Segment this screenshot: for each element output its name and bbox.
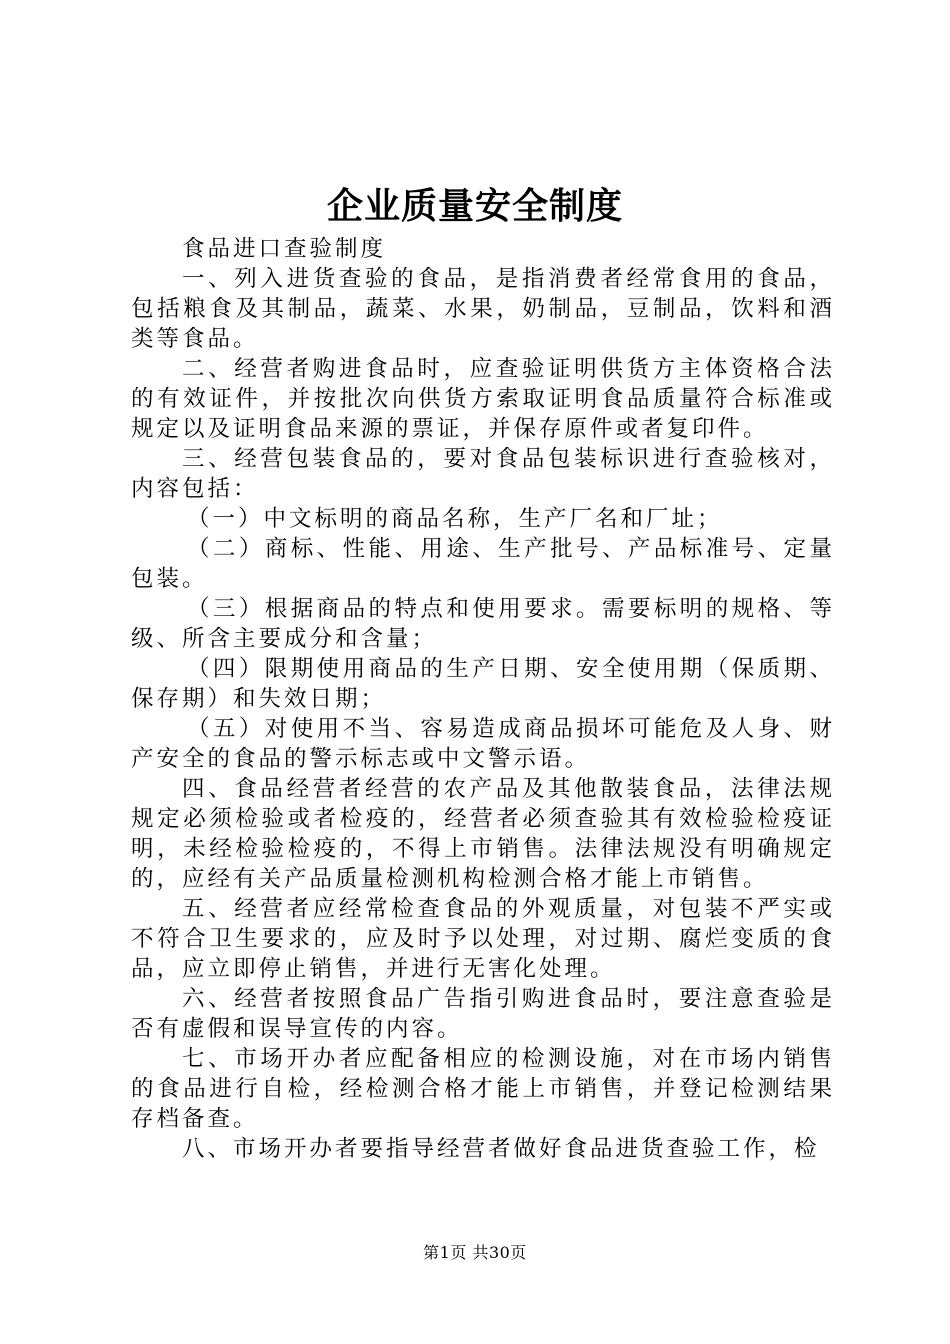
- page-footer: 第1页 共30页: [423, 1243, 527, 1262]
- paragraph-item-4: 四、食品经营者经营的农产品及其他散装食品，法律法规规定必须检验或者检疫的，经营者必须查验其有效检验检疫证明，未经检验检疫的，不得上市销售。法律法规没有明确规定的，应经有关产品质量检测机构检测合格才能上市销售。: [131, 776, 835, 892]
- paragraph-subitem-1: （一）中文标明的商品名称，生产厂名和厂址；: [187, 506, 723, 532]
- document-title: 企业质量安全制度: [326, 185, 623, 227]
- paragraph-item-6: 六、经营者按照食品广告指引购进食品时，要注意查验是否有虚假和误导宣传的内容。: [131, 986, 835, 1042]
- paragraph-heading: 食品进口查验制度: [182, 236, 387, 262]
- paragraph-subitem-5: （五）对使用不当、容易造成商品损坏可能危及人身、财产安全的食品的警示标志或中文警示语。: [131, 716, 835, 772]
- paragraph-item-5: 五、经营者应经常检查食品的外观质量，对包装不严实或不符合卫生要求的，应及时予以处理，对过期、腐烂变质的食品，应立即停止销售，并进行无害化处理。: [131, 896, 835, 982]
- paragraph-subitem-3: （三）根据商品的特点和使用要求。需要标明的规格、等级、所含主要成分和含量；: [131, 596, 835, 652]
- paragraph-subitem-2: （二）商标、性能、用途、生产批号、产品标准号、定量包装。: [131, 536, 835, 592]
- paragraph-item-3: 三、经营包装食品的，要对食品包装标识进行查验核对，内容包括：: [131, 446, 835, 502]
- paragraph-item-7: 七、市场开办者应配备相应的检测设施，对在市场内销售的食品进行自检，经检测合格才能上市销售，并登记检测结果存档备查。: [131, 1046, 835, 1132]
- document-body: [131, 234, 835, 1164]
- paragraph-item-2: 二、经营者购进食品时，应查验证明供货方主体资格合法的有效证件，并按批次向供货方索取证明食品质量符合标准或规定以及证明食品来源的票证，并保存原件或者复印件。: [131, 356, 835, 442]
- paragraph-subitem-4: （四）限期使用商品的生产日期、安全使用期（保质期、保存期）和失效日期；: [131, 656, 835, 712]
- paragraph-item-8: 八、市场开办者要指导经营者做好食品进货查验工作，检: [182, 1136, 820, 1162]
- paragraph-item-1: 一、列入进货查验的食品，是指消费者经常食用的食品，包括粮食及其制品，蔬菜、水果，奶制品，豆制品，饮料和酒类等食品。: [131, 266, 835, 352]
